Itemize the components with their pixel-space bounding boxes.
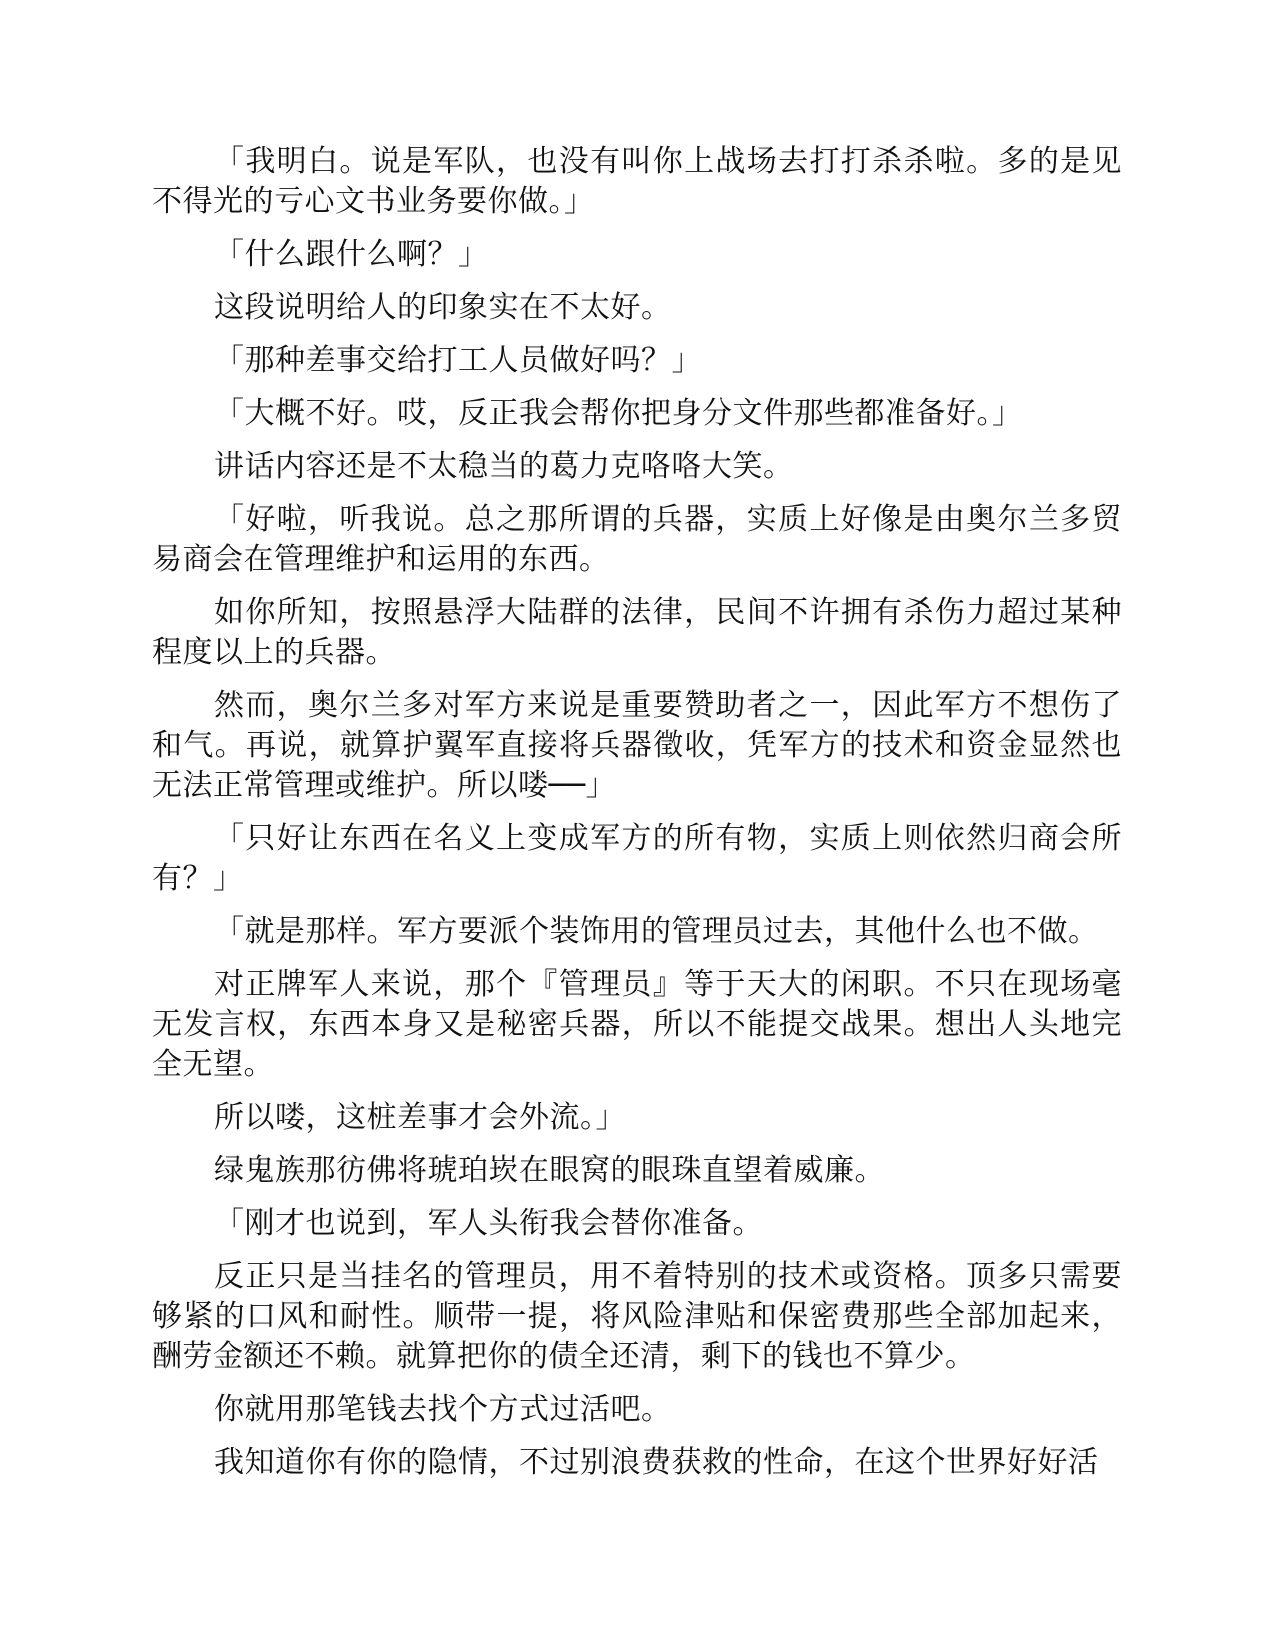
paragraph: 绿鬼族那彷佛将琥珀崁在眼窝的眼珠直望着威廉。 [214,1153,885,1188]
paragraph: 「刚才也说到，军人头衔我会替你准备。 [214,1206,763,1241]
paragraph: 我知道你有你的隐情，不过别浪费获救的性命，在这个世界好好活 [214,1445,1099,1480]
paragraph: 反正只是当挂名的管理员，用不着特别的技术或资格。顶多只需要够紧的口风和耐性。顺带一提，将风险津贴和保密费那些全部加起来，酬劳金额还不赖。就算把你的债全还清，剩下的钱也不算少。 [152,1259,1122,1374]
paragraph: 讲话内容还是不太稳当的葛力克咯咯大笑。 [214,449,794,484]
paragraph: 「什么跟什么啊？」 [214,237,489,272]
paragraph: 「大概不好。哎，反正我会帮你把身分文件那些都准备好。」 [214,396,1023,431]
paragraph: 这段说明给人的印象实在不太好。 [214,290,672,325]
paragraph: 「只好让东西在名义上变成军方的所有物，实质上则依然归商会所有？」 [152,821,1122,896]
paragraph: 对正牌军人来说，那个『管理员』等于天大的闲职。不只在现场毫无发言权，东西本身又是秘密兵器，所以不能提交战果。想出人头地完全无望。 [152,967,1122,1082]
paragraph: 然而，奥尔兰多对军方来说是重要赞助者之一，因此军方不想伤了和气。再说，就算护翼军直接将兵器徵收，凭军方的技术和资金显然也无法正常管理或维护。所以喽──」 [152,688,1122,803]
paragraph: 如你所知，按照悬浮大陆群的法律，民间不许拥有杀伤力超过某种程度以上的兵器。 [152,595,1122,670]
paragraph: 所以喽，这桩差事才会外流。」 [214,1100,626,1135]
document-page [152,142,1122,1496]
paragraph: 「好啦，听我说。总之那所谓的兵器，实质上好像是由奥尔兰多贸易商会在管理维护和运用的东西。 [152,502,1122,577]
paragraph: 「我明白。说是军队，也没有叫你上战场去打打杀杀啦。多的是见不得光的亏心文书业务要你做。」 [152,144,1122,219]
paragraph: 「那种差事交给打工人员做好吗？」 [214,343,702,378]
paragraph: 你就用那笔钱去找个方式过活吧。 [214,1392,672,1427]
paragraph: 「就是那样。军方要派个装饰用的管理员过去，其他什么也不做。 [214,914,1099,949]
